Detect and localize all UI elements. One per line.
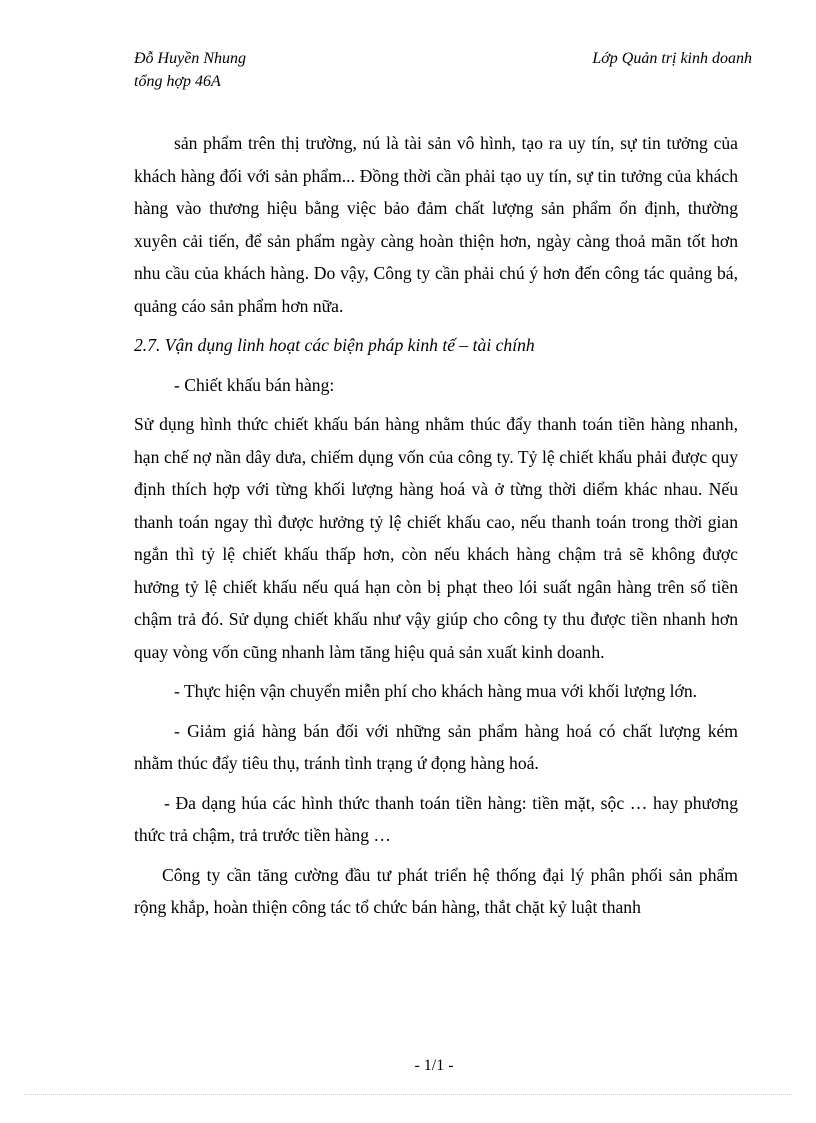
author-class: tổng hợp 46A bbox=[134, 73, 221, 90]
header-right: Lớp Quản trị kinh doanh bbox=[592, 50, 752, 67]
document-body bbox=[134, 127, 738, 924]
bullet-item: - Chiết khấu bán hàng: bbox=[174, 374, 335, 395]
page-divider bbox=[24, 1094, 792, 1095]
paragraph: sản phẩm trên thị trường, nú là tài sản vô hình, tạo ra uy tín, sự tin tưởng của khách hàng đối với sản phẩm... Đồng thời cần phải tạo uy tín, sự tin tưởng của khách hàng vào thương hiệu bằng việc bảo đảm chất lượng sản phẩm ổn định, thường xuyên cải tiến, để sản phẩm ngày càng hoàn thiện hơn, ngày càng thoả mãn tốt hơn nhu cầu của khách hàng. Do vậy, Công ty cần phải chú ý hơn đến công tác quảng bá, quảng cáo sản phẩm hơn nữa. bbox=[134, 133, 738, 316]
header-left bbox=[134, 47, 246, 93]
paragraph: Sử dụng hình thức chiết khấu bán hàng nhằm thúc đẩy thanh toán tiền hàng nhanh, hạn chế nợ nần dây dưa, chiếm dụng vốn của công ty. Tỷ lệ chiết khấu phải được quy định thích hợp với từng khối lượng hàng hoá và ở từng thời diểm khác nhau. Nếu thanh toán ngay thì được hưởng tỷ lệ chiết khấu cao, nếu thanh toán trong thời gian ngắn thì tỷ lệ chiết khấu thấp hơn, còn nếu khách hàng chậm trả sẽ không được hưởng tỷ lệ chiết khấu nếu quá hạn còn bị phạt theo lói suất ngân hàng trên số tiền chậm trả đó. Sử dụng chiết khấu như vậy giúp cho công ty thu được tiền nhanh hơn quay vòng vốn cũng nhanh làm tăng hiệu quả sản xuất kinh doanh. bbox=[134, 414, 738, 662]
bullet-item: - Đa dạng húa các hình thức thanh toán tiền hàng: tiền mặt, sộc … hay phương thức trả chậm, trả trước tiền hàng … bbox=[134, 792, 738, 845]
section-heading: 2.7. Vận dụng linh hoạt các biện pháp kinh tế – tài chính bbox=[134, 335, 535, 355]
bullet-item: - Thực hiện vận chuyển miễn phí cho khách hàng mua với khối lượng lớn. bbox=[174, 681, 698, 701]
bullet-item: - Giảm giá hàng bán đối với những sản phẩm hàng hoá có chất lượng kém nhằm thúc đẩy tiêu thụ, tránh tình trạng ứ đọng hàng hoá. bbox=[134, 720, 738, 773]
author-name: Đỗ Huyền Nhung bbox=[134, 50, 246, 67]
paragraph: Công ty cần tăng cường đầu tư phát triển hệ thống đại lý phân phối sản phẩm rộng khắp, hoàn thiện công tác tổ chức bán hàng, thắt chặt kỷ luật thanh bbox=[134, 864, 738, 917]
page-number: - 1/1 - bbox=[414, 1057, 454, 1074]
